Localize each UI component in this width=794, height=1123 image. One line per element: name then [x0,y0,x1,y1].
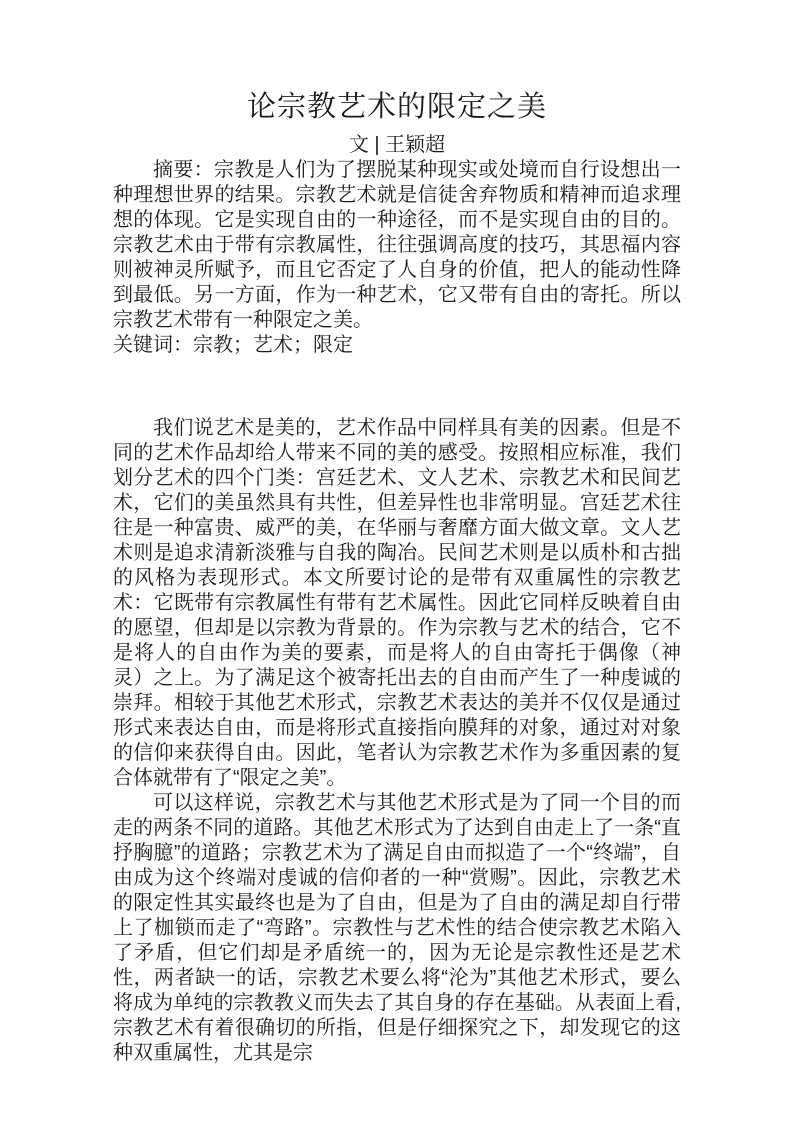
body-paragraph-1: 我们说艺术是美的，艺术作品中同样具有美的因素。但是不同的艺术作品却给人带来不同的美的感受。按照相应标准，我们划分艺术的四个门类：宫廷艺术、文人艺术、宗教艺术和民间艺术，它们的美虽然具有共性，但差异性也非常明显。宫廷艺术往往是一种富贵、威严的美，在华丽与奢靡方面大做文章。文人艺术则是追求清新淡雅与自我的陶冶。民间艺术则是以质朴和古拙的风格为表现形式。本文所要讨论的是带有双重属性的宗教艺术：它既带有宗教属性有带有艺术属性。因此它同样反映着自由的愿望，但却是以宗教为背景的。作为宗教与艺术的结合，它不是将人的自由作为美的要素，而是将人的自由寄托于偶像（神灵）之上。为了满足这个被寄托出去的自由而产生了一种虔诚的崇拜。相较于其他艺术形式，宗教艺术表达的美并不仅仅是通过形式来表达自由，而是将形式直接指向膜拜的对象，通过对对象的信仰来获得自由。因此，笔者认为宗教艺术作为多重因素的复合体就带有了“限定之美”。 [113,417,681,789]
author-byline: 文 | 王颖超 [348,134,446,156]
body-paragraph-2: 可以这样说，宗教艺术与其他艺术形式是为了同一个目的而走的两条不同的道路。其他艺术形式为了达到自由走上了一条“直抒胸臆”的道路；宗教艺术为了满足自由而拟造了一个“终端”，自由成为这个终端对虔诚的信仰者的一种“赏赐”。因此，宗教艺术的限定性其实最终也是为了自由，但是为了自由的满足却自行带上了枷锁而走了“弯路”。宗教性与艺术性的结合使宗教艺术陷入了矛盾，但它们却是矛盾统一的，因为无论是宗教性还是艺术性，两者缺一的话，宗教艺术要么将“沦为”其他艺术形式，要么将成为单纯的宗教教义而失去了其自身的存在基础。从表面上看,宗教艺术有着很确切的所指，但是仔细探究之下，却发现它的这种双重属性，尤其是宗 [113,792,681,1064]
abstract-paragraph: 摘要：宗教是人们为了摆脱某种现实或处境而自行设想出一种理想世界的结果。宗教艺术就是信徒舍弃物质和精神而追求理想的体现。它是实现自由的一种途径，而不是实现自由的目的。宗教艺术由于带有宗教属性，往往强调高度的技巧，其思福内容则被神灵所赋予，而且它否定了人自身的价值，把人的能动性降到最低。另一方面，作为一种艺术，它又带有自由的寄托。所以宗教艺术带有一种限定之美。 [113,159,681,331]
document-title: 论宗教艺术的限定之美 [246,91,547,123]
section-spacer [113,358,681,416]
keywords-line: 关键词：宗教；艺术；限定 [113,334,353,356]
